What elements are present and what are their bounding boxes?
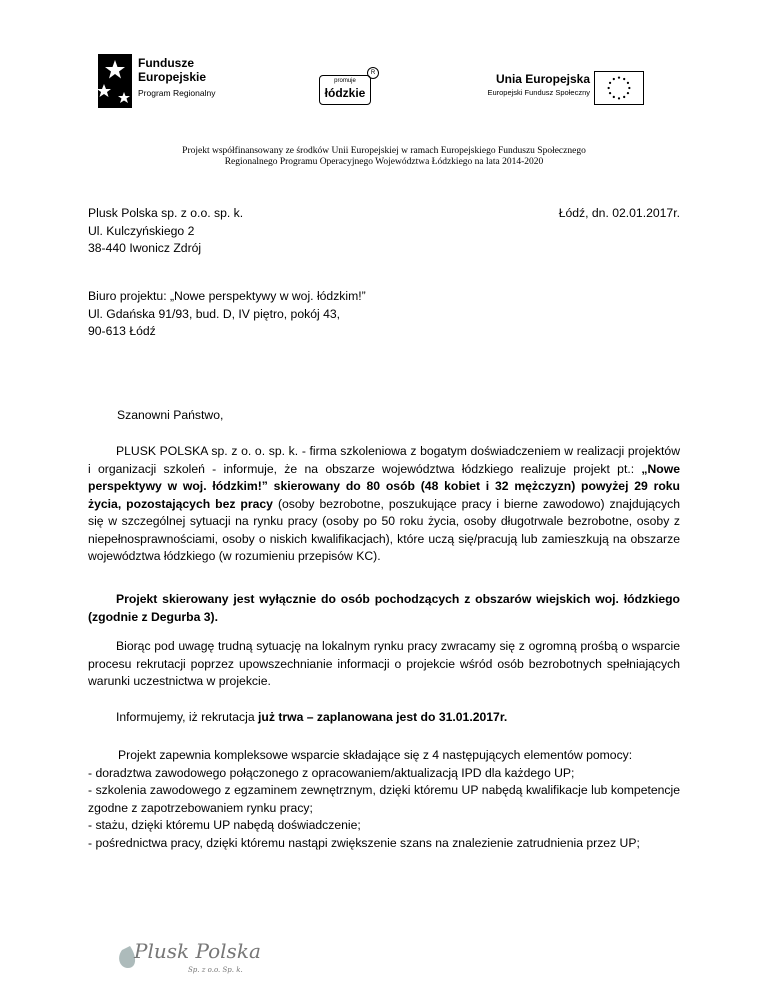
office-line3: 90-613 Łódź <box>88 324 156 338</box>
cofinancing-line2: Regionalnego Programu Operacyjnego Województwa Łódzkiego na lata 2014-2020 <box>224 157 544 167</box>
fe-line1: Fundusze <box>138 56 194 70</box>
p1-text-bold: „Nowe perspektywy w woj. łódzkim!” skierowany do 80 osób (48 kobiet i 32 mężczyzn) powyżej 29 roku życia, pozostających bez pracy <box>88 461 680 511</box>
plusk-polska-logo <box>114 928 261 978</box>
support-intro: Projekt zapewnia kompleksowe wsparcie składające się z 4 następujących elementów pomocy: <box>118 748 633 762</box>
lodzkie-big: łódzkie <box>324 86 366 100</box>
paragraph-target <box>88 591 680 626</box>
lodzkie-frame <box>319 75 371 105</box>
p2-text: Projekt skierowany jest wyłącznie do osób pochodzących z obszarów wiejskich woj. łódzkiego (zgodnie z Degurba 3). <box>88 592 680 624</box>
fe-line2: Europejskie <box>138 70 207 84</box>
paragraph-intro <box>88 443 680 566</box>
p4-text-bold: już trwa – zaplanowana jest do 31.01.2017r. <box>258 710 508 724</box>
support-item-1: - doradztwa zawodowego połączonego z opracowaniem/aktualizacją IPD dla każdego UP; <box>88 765 575 780</box>
office-line2: Ul. Gdańska 91/93, bud. D, IV piętro, pokój 43, <box>88 306 341 321</box>
paragraph-request <box>88 638 680 691</box>
p1-text-c: (osoby bezrobotne, poszukujące pracy i bierne zawodowo) znajdujących się w szczególnej sytuacji na rynku pracy (osoby po 50 roku życia, osoby długotrwale bezrobotne, osoby z niepełnosprawnościami, osoby o niskich kwalifikacjach), które uczą się/pracują lub zamieszkują na obszarze województwa łódzkiego (w rozumieniu przepisów KC). <box>88 496 680 563</box>
ue-title: Unia Europejska <box>495 72 590 86</box>
lodzkie-logo <box>317 67 377 107</box>
sender-line3: 38-440 Iwonicz Zdrój <box>88 241 202 255</box>
greeting: Szanowni Państwo, <box>117 408 224 422</box>
support-item-3: - stażu, dzięki któremu UP nabędą doświadczenie; <box>88 818 361 832</box>
cofinancing-line1: Projekt współfinansowany ze środków Unii Europejskiej w ramach Europejskiego Funduszu Społecznego <box>182 146 586 156</box>
support-item-2: - szkolenia zawodowego z egzaminem zewnętrznym, dzięki któremu UP nabędą kwalifikacje lub kompetencje zgodne z zapotrzebowaniem rynku pracy; <box>88 783 680 815</box>
fe-line3: Program Regionalny <box>138 88 216 98</box>
cofinancing-note <box>88 146 680 168</box>
support-item-4: - pośrednictwa pracy, dzięki któremu nastąpi zwiększenie szans na znalezienie zatrudnienia przez UP; <box>88 835 640 850</box>
project-office-address <box>88 288 680 341</box>
eu-flag-icon <box>594 71 644 105</box>
paragraph-support <box>88 747 680 852</box>
letter-date: Łódź, dn. 02.01.2017r. <box>558 206 680 220</box>
registered-mark: R <box>367 67 379 79</box>
sender-line2: Ul. Kulczyńskiego 2 <box>88 223 195 238</box>
logo-bar <box>88 40 680 140</box>
fe-star-icon <box>98 54 132 108</box>
fundusze-europejskie-logo <box>98 54 238 112</box>
sender-line1: Plusk Polska sp. z o.o. sp. k. <box>88 206 244 220</box>
plusk-logo-sub: Sp. z o.o. Sp. k. <box>188 966 243 974</box>
p3-text: Biorąc pod uwagę trudną sytuację na lokalnym rynku pracy zwracamy się z ogromną prośbą o wsparcie procesu rekrutacji poprzez upowszechnianie informacji o projekcie wśród osób bezrobotnych spełniających warunki uczestnictwa w projekcie. <box>88 639 680 688</box>
ue-subtitle: Europejski Fundusz Społeczny <box>487 88 590 97</box>
p4-text-a: Informujemy, iż rekrutacja <box>116 710 259 724</box>
lodzkie-small: promuje <box>334 78 356 84</box>
office-line1: Biuro projektu: „Nowe perspektywy w woj. łódzkim!” <box>88 289 366 303</box>
p1-text-a: PLUSK POLSKA sp. z o. o. sp. k. - firma szkoleniowa z bogatym doświadczeniem w realizacji projektów i organizacji szkoleń - informuje, że na obszarze województwa łódzkiego realizuje projekt pt.: <box>88 444 680 476</box>
plusk-logo-name: Plusk Polska <box>134 939 261 963</box>
paragraph-recruitment <box>88 709 680 727</box>
ue-logo-text <box>460 72 590 97</box>
